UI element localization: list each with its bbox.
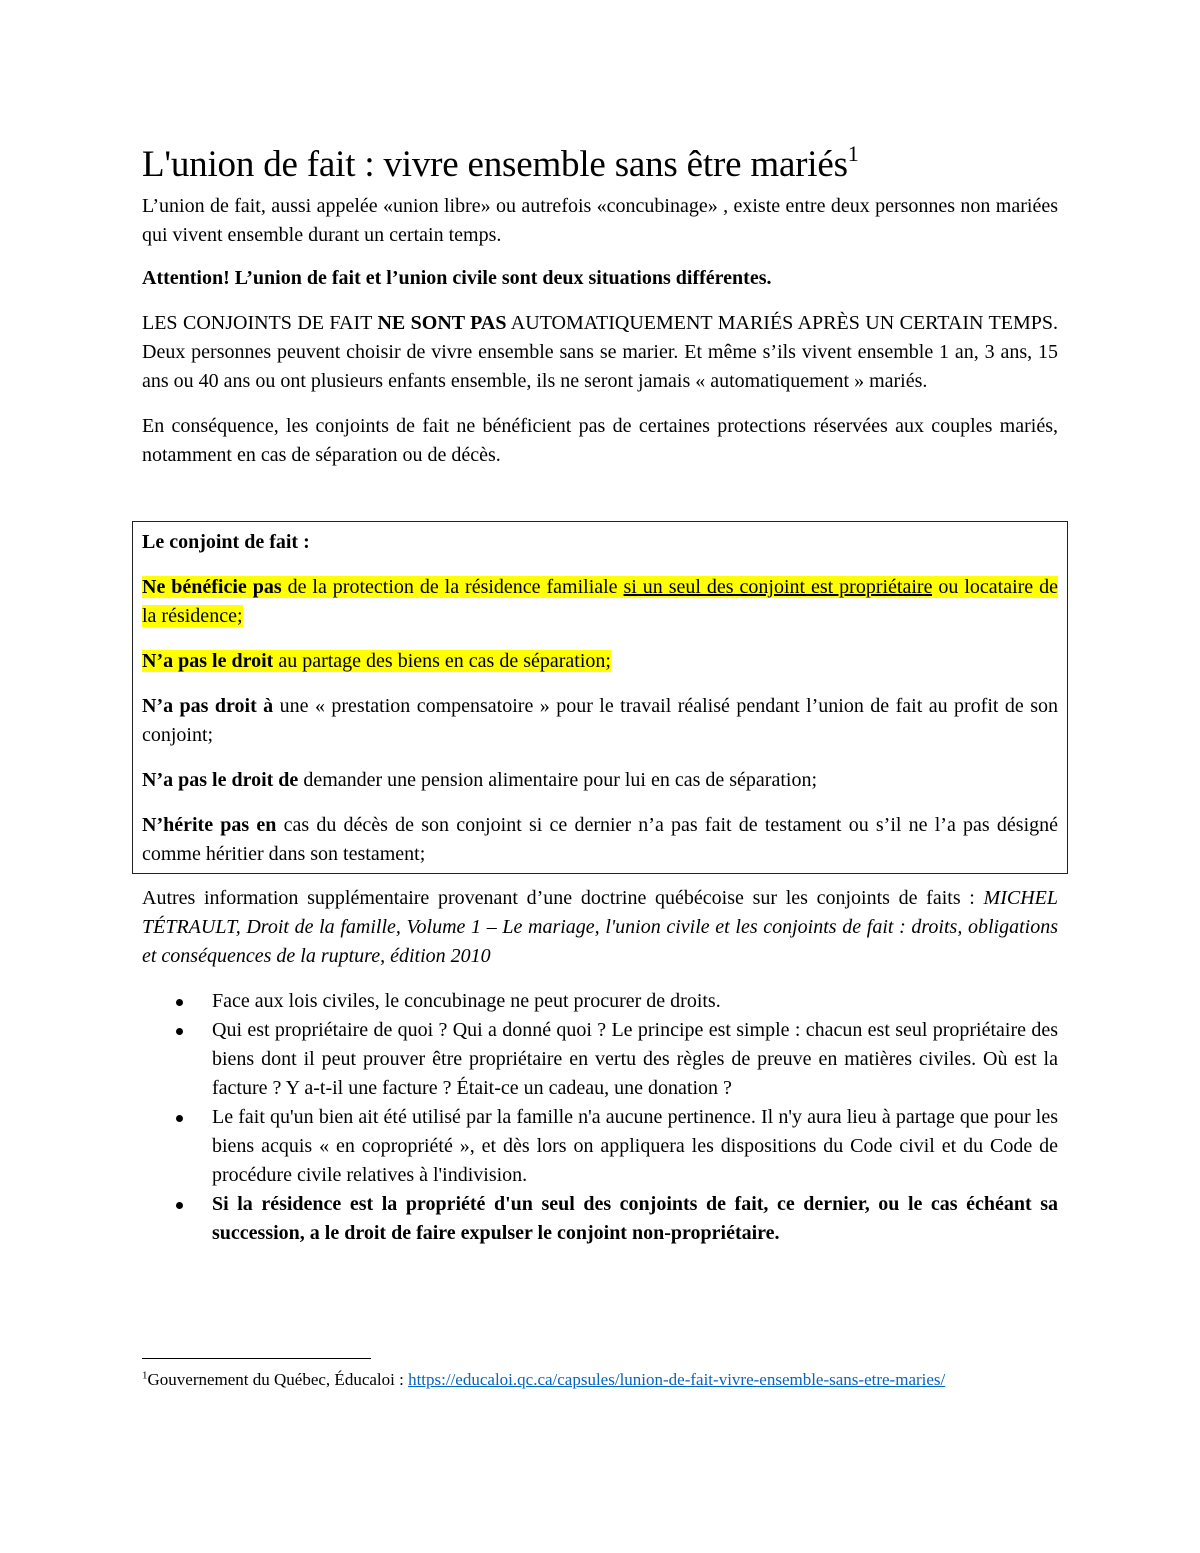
doctrine-section <box>142 884 1058 1248</box>
list-item-text: Si la résidence est la propriété d'un seul des conjoints de fait, ce dernier, ou le cas échéant sa succession, a le droit de faire expulser le conjoint non-propriétaire. <box>212 1193 1058 1244</box>
para1-part1: LES CONJOINTS DE FAIT <box>142 312 378 334</box>
paragraph-not-married <box>142 309 1058 396</box>
footnote-link[interactable]: https://educaloi.qc.ca/capsules/lunion-de-fait-vivre-ensemble-sans-etre-maries/ <box>408 1370 946 1389</box>
bullet-icon <box>176 1028 183 1035</box>
para1-part2: AUTOMATIQUEMENT MARIÉS APRÈS UN CERTAIN TEMPS. Deux personnes peuvent choisir de vivre ensemble sans se marier. Et même s’ils vivent ensemble 1 an, 3 ans, 15 ans ou 40 ans ou ont plusieurs enfants ensemble, ils ne seront jamais « automatiquement » mariés. <box>142 312 1058 392</box>
bullet-icon <box>176 1115 183 1122</box>
page-title <box>142 142 1058 188</box>
box-item1-text1: de la protection de la résidence familiale <box>281 576 624 598</box>
conjoint-de-fait-box <box>132 521 1068 874</box>
box-item2-text: au partage des biens en cas de séparation; <box>273 650 611 672</box>
footnote-text: Gouvernement du Québec, Éducaloi : <box>147 1370 409 1389</box>
box-item-residence <box>142 573 1058 631</box>
footnote-separator <box>142 1358 371 1359</box>
doctrine-bullet-list <box>142 987 1058 1248</box>
box-item-partage <box>142 647 1058 676</box>
list-item <box>142 1016 1058 1103</box>
box-item1-bold: Ne bénéficie pas <box>142 576 282 598</box>
page-title-text: L'union de fait : vivre ensemble sans être mariés <box>142 144 848 185</box>
box-item-heritage <box>142 811 1058 869</box>
list-item-text: Face aux lois civiles, le concubinage ne peut procurer de droits. <box>212 990 721 1012</box>
doctrine-text: Autres information supplémentaire provenant d’une doctrine québécoise sur les conjoints de faits : <box>142 887 984 909</box>
box-item-pension <box>142 766 1058 795</box>
doctrine-paragraph <box>142 884 1058 971</box>
intro-paragraph: L’union de fait, aussi appelée «union libre» ou autrefois «concubinage» , existe entre deux personnes non mariées qui vivent ensemble durant un certain temps. <box>142 195 1058 246</box>
box-item3-text: une « prestation compensatoire » pour le travail réalisé pendant l’union de fait au profit de son conjoint; <box>142 695 1058 746</box>
para1-bold: NE SONT PAS <box>377 312 507 334</box>
box-title: Le conjoint de fait : <box>142 531 310 553</box>
box-item5-text: cas du décès de son conjoint si ce dernier n’a pas fait de testament ou s’il ne l’a pas désigné comme héritier dans son testament; <box>142 814 1058 865</box>
title-footnote-mark: 1 <box>847 140 859 166</box>
box-item1-underlined: si un seul des conjoint est propriétaire <box>623 576 933 598</box>
box-item5-bold: N’hérite pas en <box>142 814 277 836</box>
box-item-prestation <box>142 692 1058 750</box>
bullet-icon <box>176 1202 183 1209</box>
box-item4-text: demander une pension alimentaire pour lui en cas de séparation; <box>298 769 818 791</box>
list-item <box>142 1103 1058 1190</box>
list-item <box>142 1190 1058 1248</box>
bullet-icon <box>176 999 183 1006</box>
box-item4-bold: N’a pas le droit de <box>142 769 299 791</box>
doctrine-citation: MICHEL TÉTRAULT, Droit de la famille, Volume 1 – Le mariage, l'union civile et les conjoints de fait : droits, obligations et conséquences de la rupture, édition 2010 <box>142 887 1058 967</box>
attention-paragraph: Attention! L’union de fait et l’union civile sont deux situations différentes. <box>142 267 772 289</box>
list-item-text: Le fait qu'un bien ait été utilisé par la famille n'a aucune pertinence. Il n'y aura lieu à partage que pour les biens acquis « en copropriété », et dès lors on appliquera les dispositions du Code civil et du Code de procédure civile relatives à l'indivision. <box>212 1106 1058 1186</box>
footnote <box>142 1368 1058 1391</box>
box-item1-text2: ou locataire de la résidence; <box>142 576 1059 627</box>
box-item3-bold: N’a pas droit à <box>142 695 274 717</box>
list-item <box>142 987 1058 1016</box>
list-item-text: Qui est propriétaire de quoi ? Qui a donné quoi ? Le principe est simple : chacun est seul propriétaire des biens dont il peut prouver être propriétaire en vertu des règles de preuve en matières civiles. Où est la facture ? Y a-t-il une facture ? Était-ce un cadeau, une donation ? <box>212 1019 1058 1099</box>
document-body <box>142 142 1058 486</box>
box-item2-bold: N’a pas le droit <box>142 650 274 672</box>
footnote-mark: 1 <box>142 1369 148 1382</box>
paragraph-consequence: En conséquence, les conjoints de fait ne bénéficient pas de certaines protections réservées aux couples mariés, notamment en cas de séparation ou de décès. <box>142 415 1058 466</box>
